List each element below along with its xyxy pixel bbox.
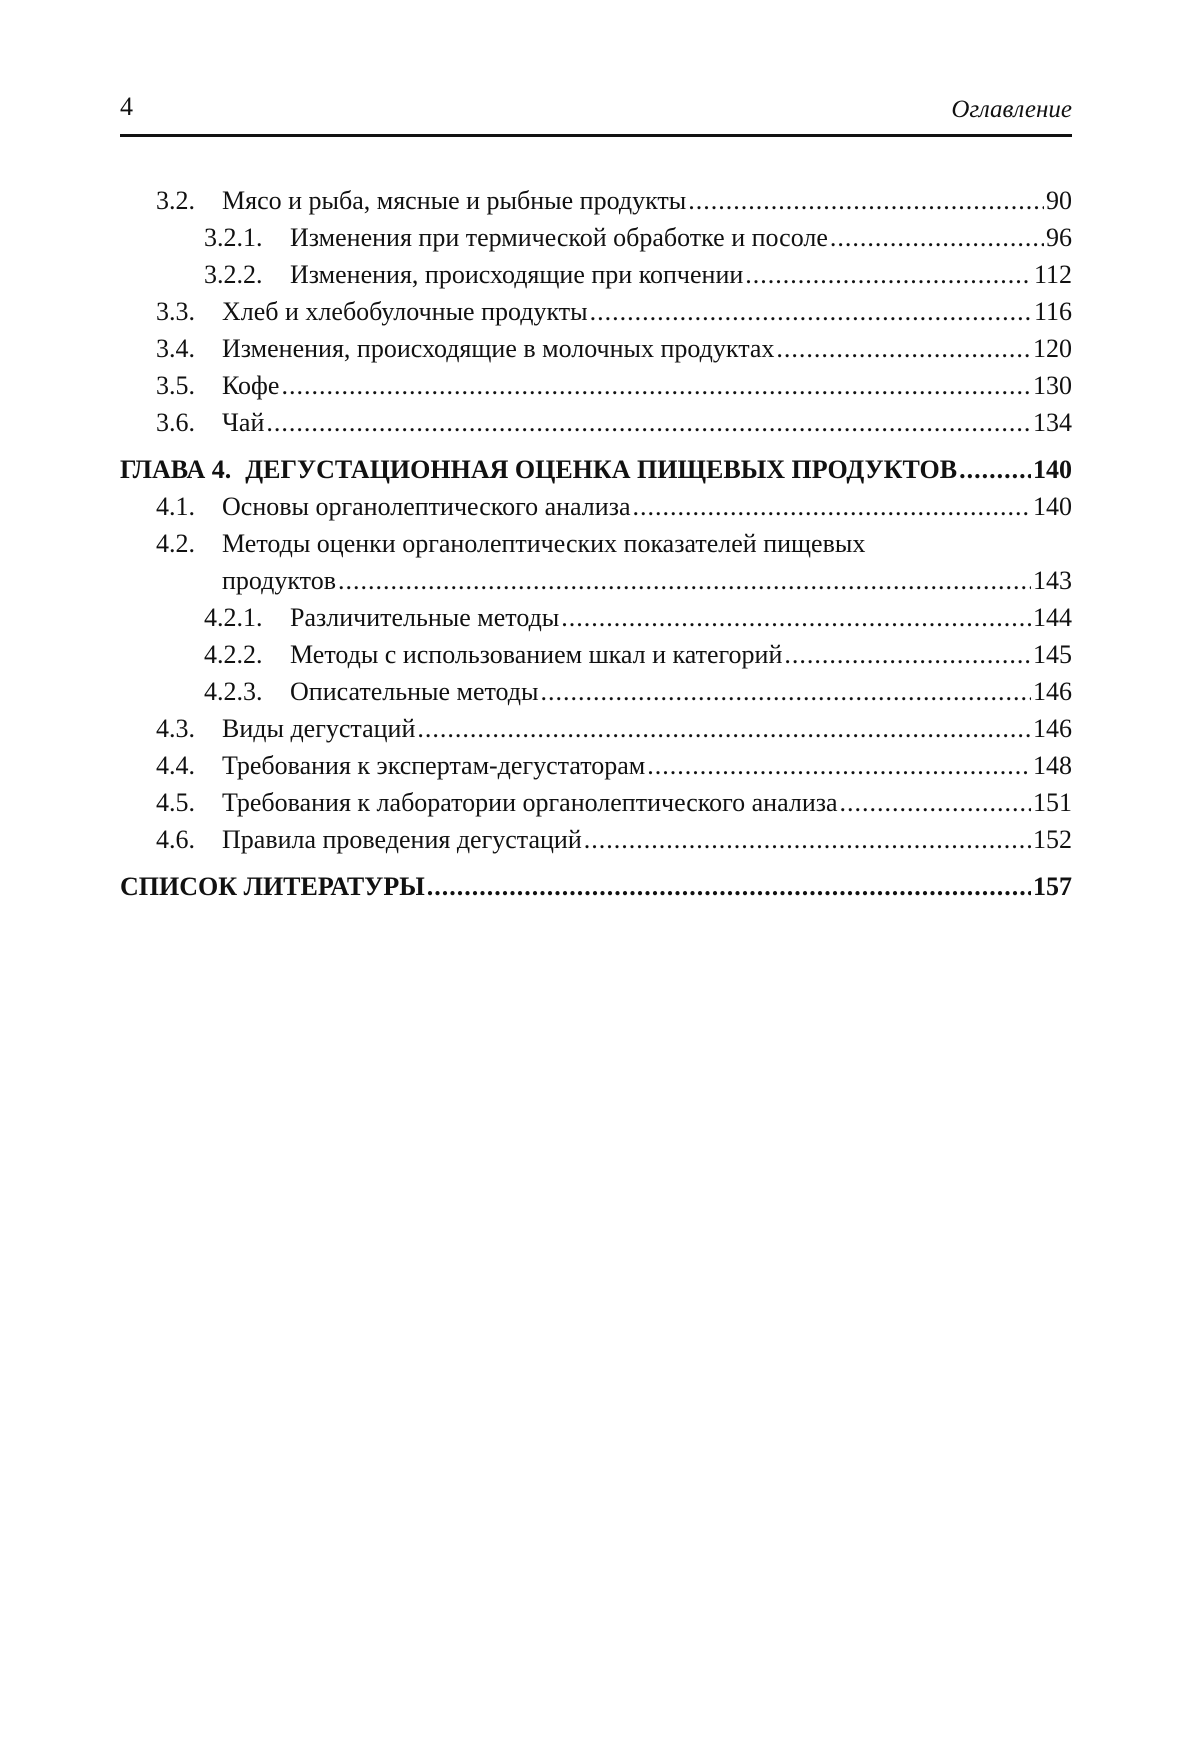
toc-entry-4-2[interactable]: [120, 525, 1072, 599]
toc-page: 145: [1033, 640, 1072, 669]
toc-leader-dots: [281, 367, 1031, 404]
toc-entry-4-5[interactable]: [120, 784, 1072, 821]
toc-page: 116: [1033, 297, 1072, 326]
toc-chapter-4[interactable]: [120, 451, 1072, 488]
toc-title: Изменения при термической обработке и посоле: [290, 223, 828, 252]
toc-page: 152: [1033, 825, 1072, 854]
toc-number: 4.2.3.: [204, 677, 263, 706]
toc-leader-dots: [784, 636, 1031, 673]
toc-leader-dots: [745, 256, 1032, 293]
toc-entry-4-2-3[interactable]: [120, 673, 1072, 710]
toc-leader-dots: [266, 404, 1031, 441]
toc-chapter-number: ГЛАВА 4.: [120, 455, 232, 484]
toc-title: Правила проведения дегустаций: [222, 825, 582, 854]
toc-chapter-title: ДЕГУСТАЦИОННАЯ ОЦЕНКА ПИЩЕВЫХ ПРОДУКТОВ: [245, 455, 958, 484]
toc-number: 3.5.: [156, 371, 195, 400]
toc-entry-3-2[interactable]: [120, 182, 1072, 219]
toc-entry-4-2-1[interactable]: [120, 599, 1072, 636]
toc-leader-dots: [830, 219, 1044, 256]
toc-title-line2: продуктов: [222, 566, 336, 595]
toc-entry-4-2-2[interactable]: [120, 636, 1072, 673]
toc-leader-dots: [590, 293, 1032, 330]
toc-entry-4-6[interactable]: [120, 821, 1072, 858]
toc-entry-3-5[interactable]: [120, 367, 1072, 404]
toc-number: 4.6.: [156, 825, 195, 854]
toc-page: 90: [1046, 186, 1072, 215]
toc-leader-dots: [840, 784, 1031, 821]
toc-title: Виды дегустаций: [222, 714, 416, 743]
toc-title: Изменения, происходящие при копчении: [290, 260, 744, 289]
toc-page: 148: [1033, 751, 1072, 780]
toc-number: 4.2.1.: [204, 603, 263, 632]
toc-number: 4.5.: [156, 788, 195, 817]
toc-page: 130: [1033, 371, 1072, 400]
toc-title: Изменения, происходящие в молочных продуктах: [222, 334, 775, 363]
toc-number: 4.2.: [156, 529, 195, 558]
toc-leader-dots: [417, 710, 1031, 747]
toc-leader-dots: [688, 182, 1044, 219]
toc-leader-dots: [561, 599, 1031, 636]
toc-leader-dots: [584, 821, 1031, 858]
toc-number: 4.1.: [156, 492, 195, 521]
toc-number: 4.4.: [156, 751, 195, 780]
toc-title-line1: Методы оценки органолептических показателей пищевых: [222, 529, 866, 558]
toc-title: Требования к лаборатории органолептического анализа: [222, 788, 838, 817]
toc-entry-3-2-1[interactable]: [120, 219, 1072, 256]
toc-page: 157: [1033, 872, 1072, 901]
toc-entry-3-2-2[interactable]: [120, 256, 1072, 293]
toc-page: 134: [1033, 408, 1072, 437]
toc-entry-4-1[interactable]: [120, 488, 1072, 525]
toc-references[interactable]: [120, 868, 1072, 905]
toc-title: Описательные методы: [290, 677, 539, 706]
toc-entry-4-4[interactable]: [120, 747, 1072, 784]
toc-number: 3.4.: [156, 334, 195, 363]
toc-page: 140: [1033, 455, 1072, 484]
toc-title: Мясо и рыба, мясные и рыбные продукты: [222, 186, 687, 215]
toc-number: 4.2.2.: [204, 640, 263, 669]
toc-title: Основы органолептического анализа: [222, 492, 631, 521]
toc-page: 144: [1033, 603, 1072, 632]
toc-leader-dots: [540, 673, 1031, 710]
toc-entry-3-6[interactable]: [120, 404, 1072, 441]
toc-leader-dots: [959, 451, 1031, 488]
toc-page: 143: [1033, 566, 1072, 595]
page-header: [120, 86, 1072, 137]
page-number: 4: [120, 92, 133, 121]
toc-number: 4.3.: [156, 714, 195, 743]
toc-title: Кофе: [222, 371, 280, 400]
toc-title: Хлеб и хлебобулочные продукты: [222, 297, 588, 326]
toc-title: Различительные методы: [290, 603, 560, 632]
toc-page: 151: [1033, 788, 1072, 817]
running-title: Оглавление: [951, 96, 1072, 123]
toc-page: 146: [1033, 714, 1072, 743]
toc-page: 96: [1046, 223, 1072, 252]
toc-number: 3.2.1.: [204, 223, 263, 252]
toc-leader-dots: [427, 868, 1031, 905]
toc-title: Чай: [222, 408, 265, 437]
toc-entry-3-3[interactable]: [120, 293, 1072, 330]
toc-number: 3.2.2.: [204, 260, 263, 289]
toc-number: 3.6.: [156, 408, 195, 437]
toc-leader-dots: [633, 488, 1031, 525]
toc-leader-dots: [338, 562, 1031, 599]
toc-title: Требования к экспертам-дегустаторам: [222, 751, 646, 780]
toc-number: 3.2.: [156, 186, 195, 215]
toc-page: 146: [1033, 677, 1072, 706]
toc-references-title: СПИСОК ЛИТЕРАТУРЫ: [120, 872, 425, 901]
toc-page: 112: [1033, 260, 1072, 289]
toc-entry-3-4[interactable]: [120, 330, 1072, 367]
toc-page: 120: [1033, 334, 1072, 363]
toc-leader-dots: [647, 747, 1031, 784]
toc-number: 3.3.: [156, 297, 195, 326]
toc-title: Методы с использованием шкал и категорий: [290, 640, 783, 669]
table-of-contents: [120, 182, 1072, 905]
toc-page: 140: [1033, 492, 1072, 521]
toc-entry-4-3[interactable]: [120, 710, 1072, 747]
toc-leader-dots: [776, 330, 1031, 367]
